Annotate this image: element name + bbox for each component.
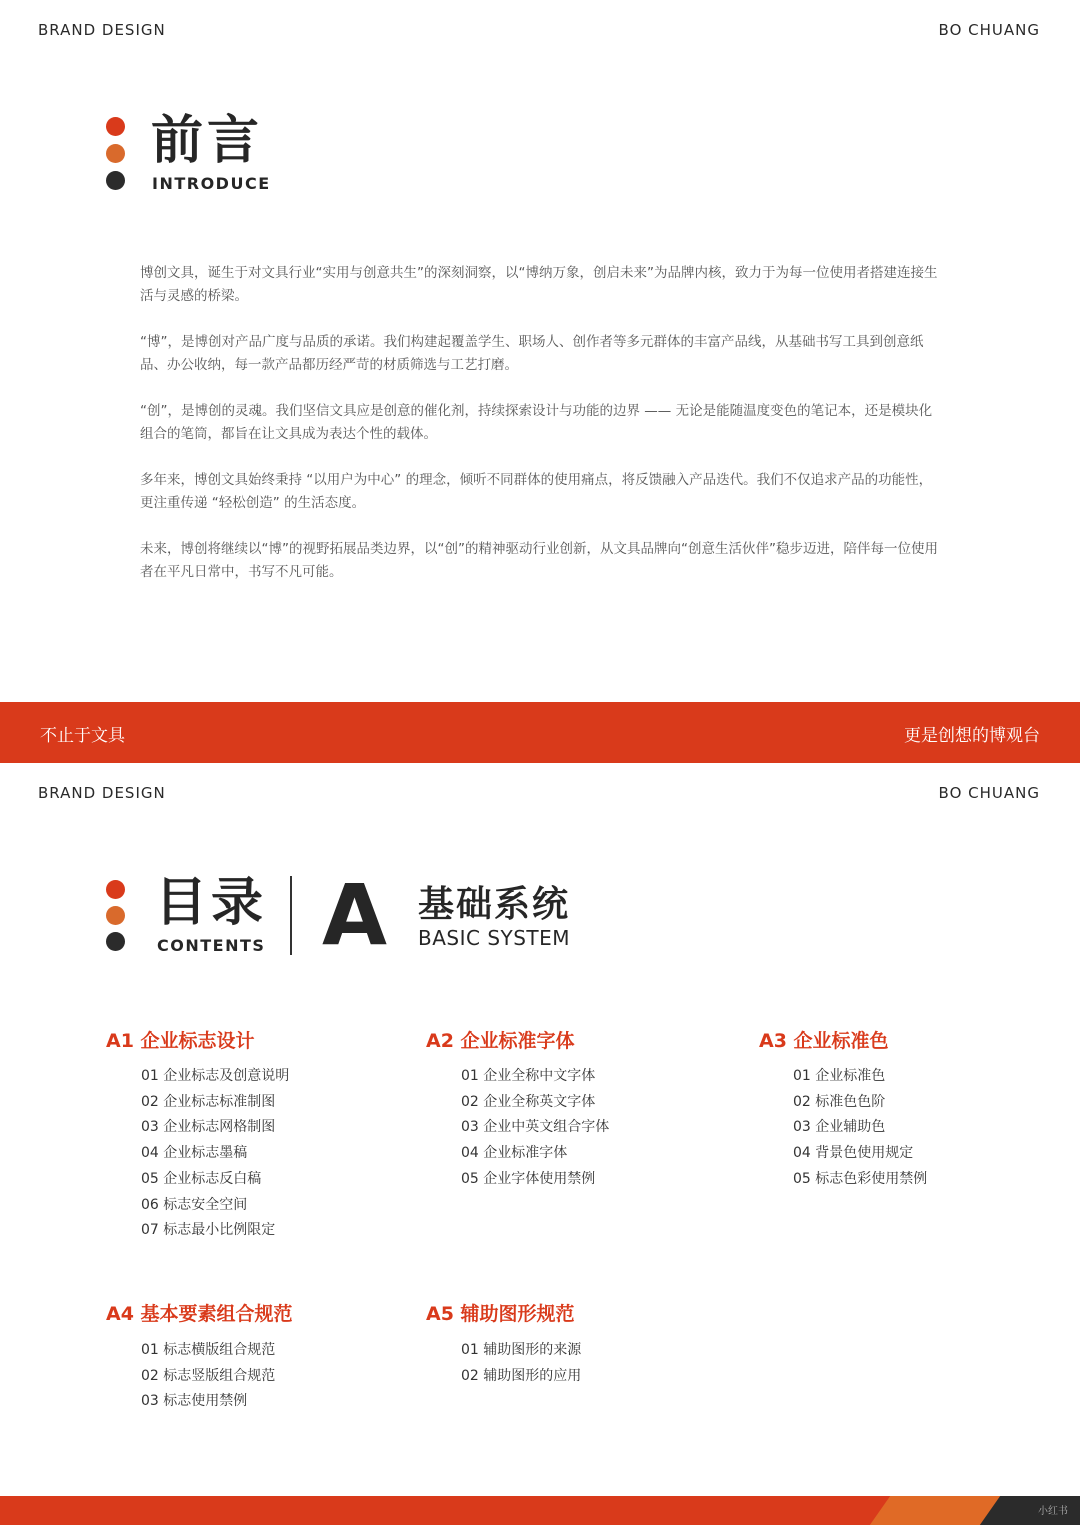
divider-line	[290, 876, 292, 955]
list-item: 05 企业标志反白稿	[141, 1170, 262, 1187]
list-item: 01 企业全称中文字体	[461, 1068, 596, 1084]
section-a2-heading: A2 企业标准字体	[426, 1030, 575, 1052]
section-a3-list	[793, 1064, 927, 1193]
intro-paragraph: “创”，是博创的灵魂。我们坚信文具应是创意的催化剂，持续探索设计与功能的边界 —— 无论是能随温度变色的笔记本，还是模块化组合的笔筒，都旨在让文具成为表达个性的载体。	[140, 403, 933, 442]
section-a5-heading: A5 辅助图形规范	[426, 1303, 575, 1325]
part-title: 基础系统	[418, 884, 571, 925]
list-item: 02 标准色色阶	[793, 1093, 886, 1110]
list-item: 04 企业标准字体	[461, 1145, 568, 1162]
section-a5-list	[461, 1338, 581, 1389]
list-item: 03 企业标志网格制图	[141, 1119, 276, 1136]
list-item: 03 标志使用禁例	[141, 1393, 248, 1410]
section-a2-list	[461, 1064, 609, 1193]
list-item: 01 企业标志及创意说明	[141, 1068, 290, 1084]
orange-dot	[106, 144, 125, 163]
intro-title: 前言	[151, 111, 264, 171]
footer-stripe	[0, 1496, 1080, 1525]
contents-title: 目录	[155, 873, 268, 933]
list-item: 01 标志横版组合规范	[141, 1342, 276, 1358]
header-brand-design: BRAND DESIGN	[38, 21, 166, 39]
part-letter: A	[322, 866, 388, 964]
list-item: 05 企业字体使用禁例	[461, 1170, 596, 1187]
list-item: 02 企业标志标准制图	[141, 1093, 276, 1110]
red-dot	[106, 117, 125, 136]
section-a3-heading: A3 企业标准色	[759, 1030, 889, 1052]
list-item: 02 企业全称英文字体	[461, 1093, 596, 1110]
contents-subtitle: CONTENTS	[157, 936, 266, 955]
part-subtitle: BASIC SYSTEM	[418, 926, 571, 950]
slogan-banner	[0, 702, 1080, 763]
list-item: 05 标志色彩使用禁例	[793, 1170, 928, 1187]
intro-subtitle: INTRODUCE	[152, 174, 271, 193]
header-bo-chuang-2: BO CHUANG	[938, 784, 1040, 802]
intro-paragraph: “博”，是博创对产品广度与品质的承诺。我们构建起覆盖学生、职场人、创作者等多元群体的丰富产品线，从基础书写工具到创意纸品、办公收纳，每一款产品都历经严苛的材质筛选与工艺打磨。	[140, 334, 924, 373]
intro-paragraph: 多年来，博创文具始终秉持 “以用户为中心” 的理念，倾听不同群体的使用痛点，将反馈融入产品迭代。我们不仅追求产品的功能性，更注重传递 “轻松创造” 的生活态度。	[140, 472, 933, 511]
list-item: 01 企业标准色	[793, 1068, 886, 1084]
header-brand-design-2: BRAND DESIGN	[38, 784, 166, 802]
banner-left-text: 不止于文具	[40, 726, 125, 746]
section-a1-heading: A1 企业标志设计	[106, 1030, 255, 1052]
watermark: 小红书	[1038, 1506, 1068, 1517]
list-item: 07 标志最小比例限定	[141, 1222, 276, 1239]
section-a4-heading: A4 基本要素组合规范	[106, 1303, 293, 1325]
orange-dot	[106, 906, 125, 925]
header-bo-chuang: BO CHUANG	[938, 21, 1040, 39]
dark-dot	[106, 171, 125, 190]
intro-paragraph: 博创文具，诞生于对文具行业“实用与创意共生”的深刻洞察，以“博纳万象，创启未来”为品牌内核，致力于为每一位使用者搭建连接生活与灵感的桥梁。	[140, 265, 938, 304]
dark-dot	[106, 932, 125, 951]
list-item: 04 背景色使用规定	[793, 1145, 914, 1162]
list-item: 02 标志竖版组合规范	[141, 1367, 276, 1384]
list-item: 06 标志安全空间	[141, 1196, 248, 1213]
banner-right-text: 更是创想的博观台	[904, 726, 1040, 746]
list-item: 04 企业标志墨稿	[141, 1145, 248, 1162]
intro-paragraph: 未来，博创将继续以“博”的视野拓展品类边界，以“创”的精神驱动行业创新，从文具品牌向“创意生活伙伴”稳步迈进，陪伴每一位使用者在平凡日常中，书写不凡可能。	[140, 541, 938, 580]
section-a1-list	[141, 1064, 289, 1244]
list-item: 03 企业中英文组合字体	[461, 1119, 610, 1136]
list-item: 02 辅助图形的应用	[461, 1367, 582, 1384]
intro-body	[140, 262, 940, 607]
list-item: 03 企业辅助色	[793, 1119, 886, 1136]
section-a4-list	[141, 1338, 275, 1415]
red-dot	[106, 880, 125, 899]
list-item: 01 辅助图形的来源	[461, 1342, 582, 1358]
